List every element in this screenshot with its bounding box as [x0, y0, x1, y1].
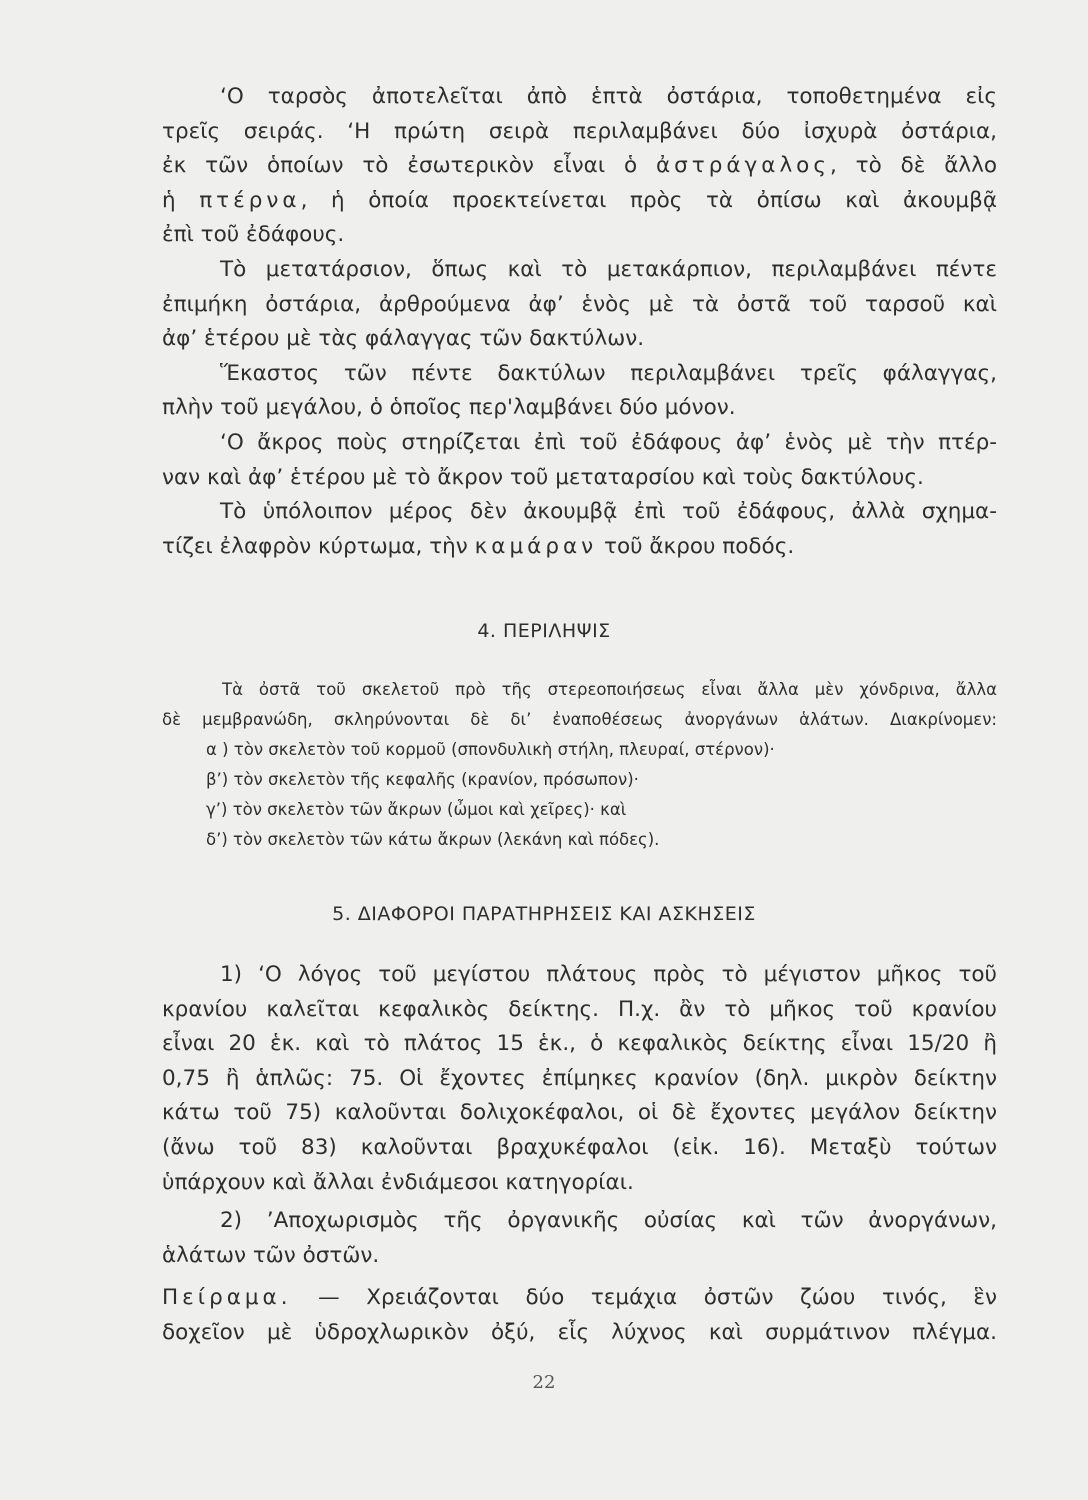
text-line: Τὰ ὀστᾶ τοῦ σκελετοῦ πρὸ τῆς στερεοποιήσεως εἶναι ἄλλα μὲν χόνδρινα, ἄλλα [222, 680, 997, 699]
paragraph-foot [162, 426, 997, 495]
text-line: κρανίου καλεῖται κεφαλικὸς δείκτης. Π.χ. ἂν τὸ μῆκος τοῦ κρανίου [162, 996, 997, 1022]
text-line: ναν καὶ ἀφ’ ἑτέρου μὲ τὸ ἄκρον τοῦ μεταταρσίου καὶ τοὺς δακτύλους. [162, 464, 924, 490]
paragraph-experiment [162, 1281, 997, 1350]
section-heading-summary: 4. ΠΕΡΙΛΗΨΙΣ [477, 620, 611, 642]
spaced-term: ἀστράγαλος [655, 153, 830, 179]
text-line [162, 149, 997, 184]
paragraph-fingers [162, 357, 997, 426]
text-line: ‘Ο ἄκρος ποὺς στηρίζεται ἐπὶ τοῦ ἐδάφους ἀφ’ ἑνὸς μὲ τὴν πτέρ- [220, 429, 997, 455]
text-line: 0,75 ἢ ἁπλῶς: 75. Οἱ ἔχοντες ἐπίμηκες κρανίον (δηλ. μικρὸν δείκτην [162, 1065, 997, 1091]
list-item: δ’) τὸν σκελετὸν τῶν κάτω ἄκρων (λεκάνη καὶ πόδες). [206, 830, 660, 849]
paragraph-cephalic-index [162, 958, 997, 1200]
paragraph-arch [162, 495, 997, 564]
paragraph-tarsus [162, 80, 997, 253]
text-line: κάτω τοῦ 75) καλοῦνται δολιχοκέφαλοι, οἱ δὲ ἔχοντες μεγάλον δείκτην [162, 1100, 997, 1126]
spaced-term: πτέρνα [199, 187, 301, 213]
text-line: ἀφ’ ἑτέρου μὲ τὰς φάλαγγας τῶν δακτύλων. [162, 326, 645, 352]
text-line: πλὴν τοῦ μεγάλου, ὁ ὁποῖος περ'λαμβάνει δύο μόνον. [162, 395, 736, 421]
text-line: ἐπὶ τοῦ ἐδάφους. [162, 222, 345, 248]
text-fragment: — Χρειάζονται δύο τεμάχια ὀστῶν ζώου τινός, ἓν [291, 1285, 997, 1311]
summary-text [162, 675, 997, 855]
text-line: (ἄνω τοῦ 83) καλοῦνται βραχυκέφαλοι (εἰκ. 16). Μεταξὺ τούτων [162, 1134, 997, 1160]
page-number: 22 [532, 1372, 556, 1393]
list-item: γ’) τὸν σκελετὸν τῶν ἄκρων (ὦμοι καὶ χεῖρες)· καὶ [206, 800, 627, 819]
text-line: δοχεῖον μὲ ὑδροχλωρικὸν ὀξύ, εἷς λύχνος καὶ συρμάτινον πλέγμα. [162, 1319, 997, 1345]
text-line: ἁλάτων τῶν ὀστῶν. [162, 1242, 380, 1268]
text-fragment: ἡ [162, 187, 200, 213]
text-line [162, 530, 997, 565]
text-fragment: , ἡ ὁποία προεκτείνεται πρὸς τὰ ὀπίσω καὶ ἀκουμβᾷ [300, 187, 997, 213]
text-line: ‘Ο ταρσὸς ἀποτελεῖται ἀπὸ ἑπτὰ ὀστάρια, τοποθετημένα εἰς [220, 84, 997, 109]
intro-text [162, 80, 997, 564]
text-fragment: τίζει ἐλαφρὸν κύρτωμα, τὴν [162, 533, 475, 559]
text-line [162, 184, 997, 219]
text-line: Ἕκαστος τῶν πέντε δακτύλων περιλαμβάνει τρεῖς φάλαγγας, [220, 360, 997, 386]
exercises-text [162, 958, 997, 1351]
text-line: ἐπιμήκη ὀστάρια, ἀρθρούμενα ἀφ’ ἑνὸς μὲ τὰ ὀστᾶ τοῦ ταρσοῦ καὶ [162, 291, 997, 317]
text-line: ὑπάρχουν καὶ ἄλλαι ἐνδιάμεσοι κατηγορίαι. [162, 1169, 634, 1195]
list-item: β’) τὸν σκελετὸν τῆς κεφαλῆς (κρανίον, πρόσωπον)· [206, 770, 639, 789]
text-line: Τὸ ὑπόλοιπον μέρος δὲν ἀκουμβᾷ ἐπὶ τοῦ ἐδάφους, ἀλλὰ σχημα- [220, 499, 997, 525]
text-fragment: , τὸ δὲ ἄλλο [829, 153, 998, 179]
section-heading-exercises: 5. ΔΙΑΦΟΡΟΙ ΠΑΡΑΤΗΡΗΣΕΙΣ ΚΑΙ ΑΣΚΗΣΕΙΣ [332, 903, 756, 925]
text-line [162, 1281, 997, 1316]
text-line: 1) ‘Ο λόγος τοῦ μεγίστου πλάτους πρὸς τὸ μέγιστον μῆκος τοῦ [220, 962, 997, 987]
text-fragment: τοῦ ἄκρου ποδός. [597, 533, 795, 559]
text-line: τρεῖς σειράς. ‘Η πρώτη σειρὰ περιλαμβάνει δύο ἰσχυρὰ ὀστάρια, [162, 118, 997, 144]
text-fragment: ἐκ τῶν ὁποίων τὸ ἐσωτερικὸν εἶναι ὁ [162, 153, 656, 179]
text-line: Τὸ μετατάρσιον, ὅπως καὶ τὸ μετακάρπιον, περιλαμβάνει πέντε [220, 256, 997, 282]
spaced-term: Πείραμα. [162, 1285, 292, 1311]
list-item: α ) τὸν σκελετὸν τοῦ κορμοῦ (σπονδυλικὴ στήλη, πλευραί, στέρνον)· [206, 740, 775, 759]
paragraph-metatarsus [162, 253, 997, 357]
paragraph-separation [162, 1204, 997, 1273]
spaced-term: καμάραν [474, 533, 598, 559]
text-line: 2) ’Αποχωρισμὸς τῆς ὀργανικῆς οὐσίας καὶ τῶν ἀνοργάνων, [220, 1208, 997, 1234]
text-line: εἶναι 20 ἑκ. καὶ τὸ πλάτος 15 ἑκ., ὁ κεφαλικὸς δείκτης εἶναι 15/20 ἢ [162, 1031, 997, 1057]
text-line: δὲ μεμβρανώδη, σκληρύνονται δὲ δι’ ἐναποθέσεως ἀνοργάνων ἁλάτων. Διακρίνομεν: [162, 710, 997, 729]
